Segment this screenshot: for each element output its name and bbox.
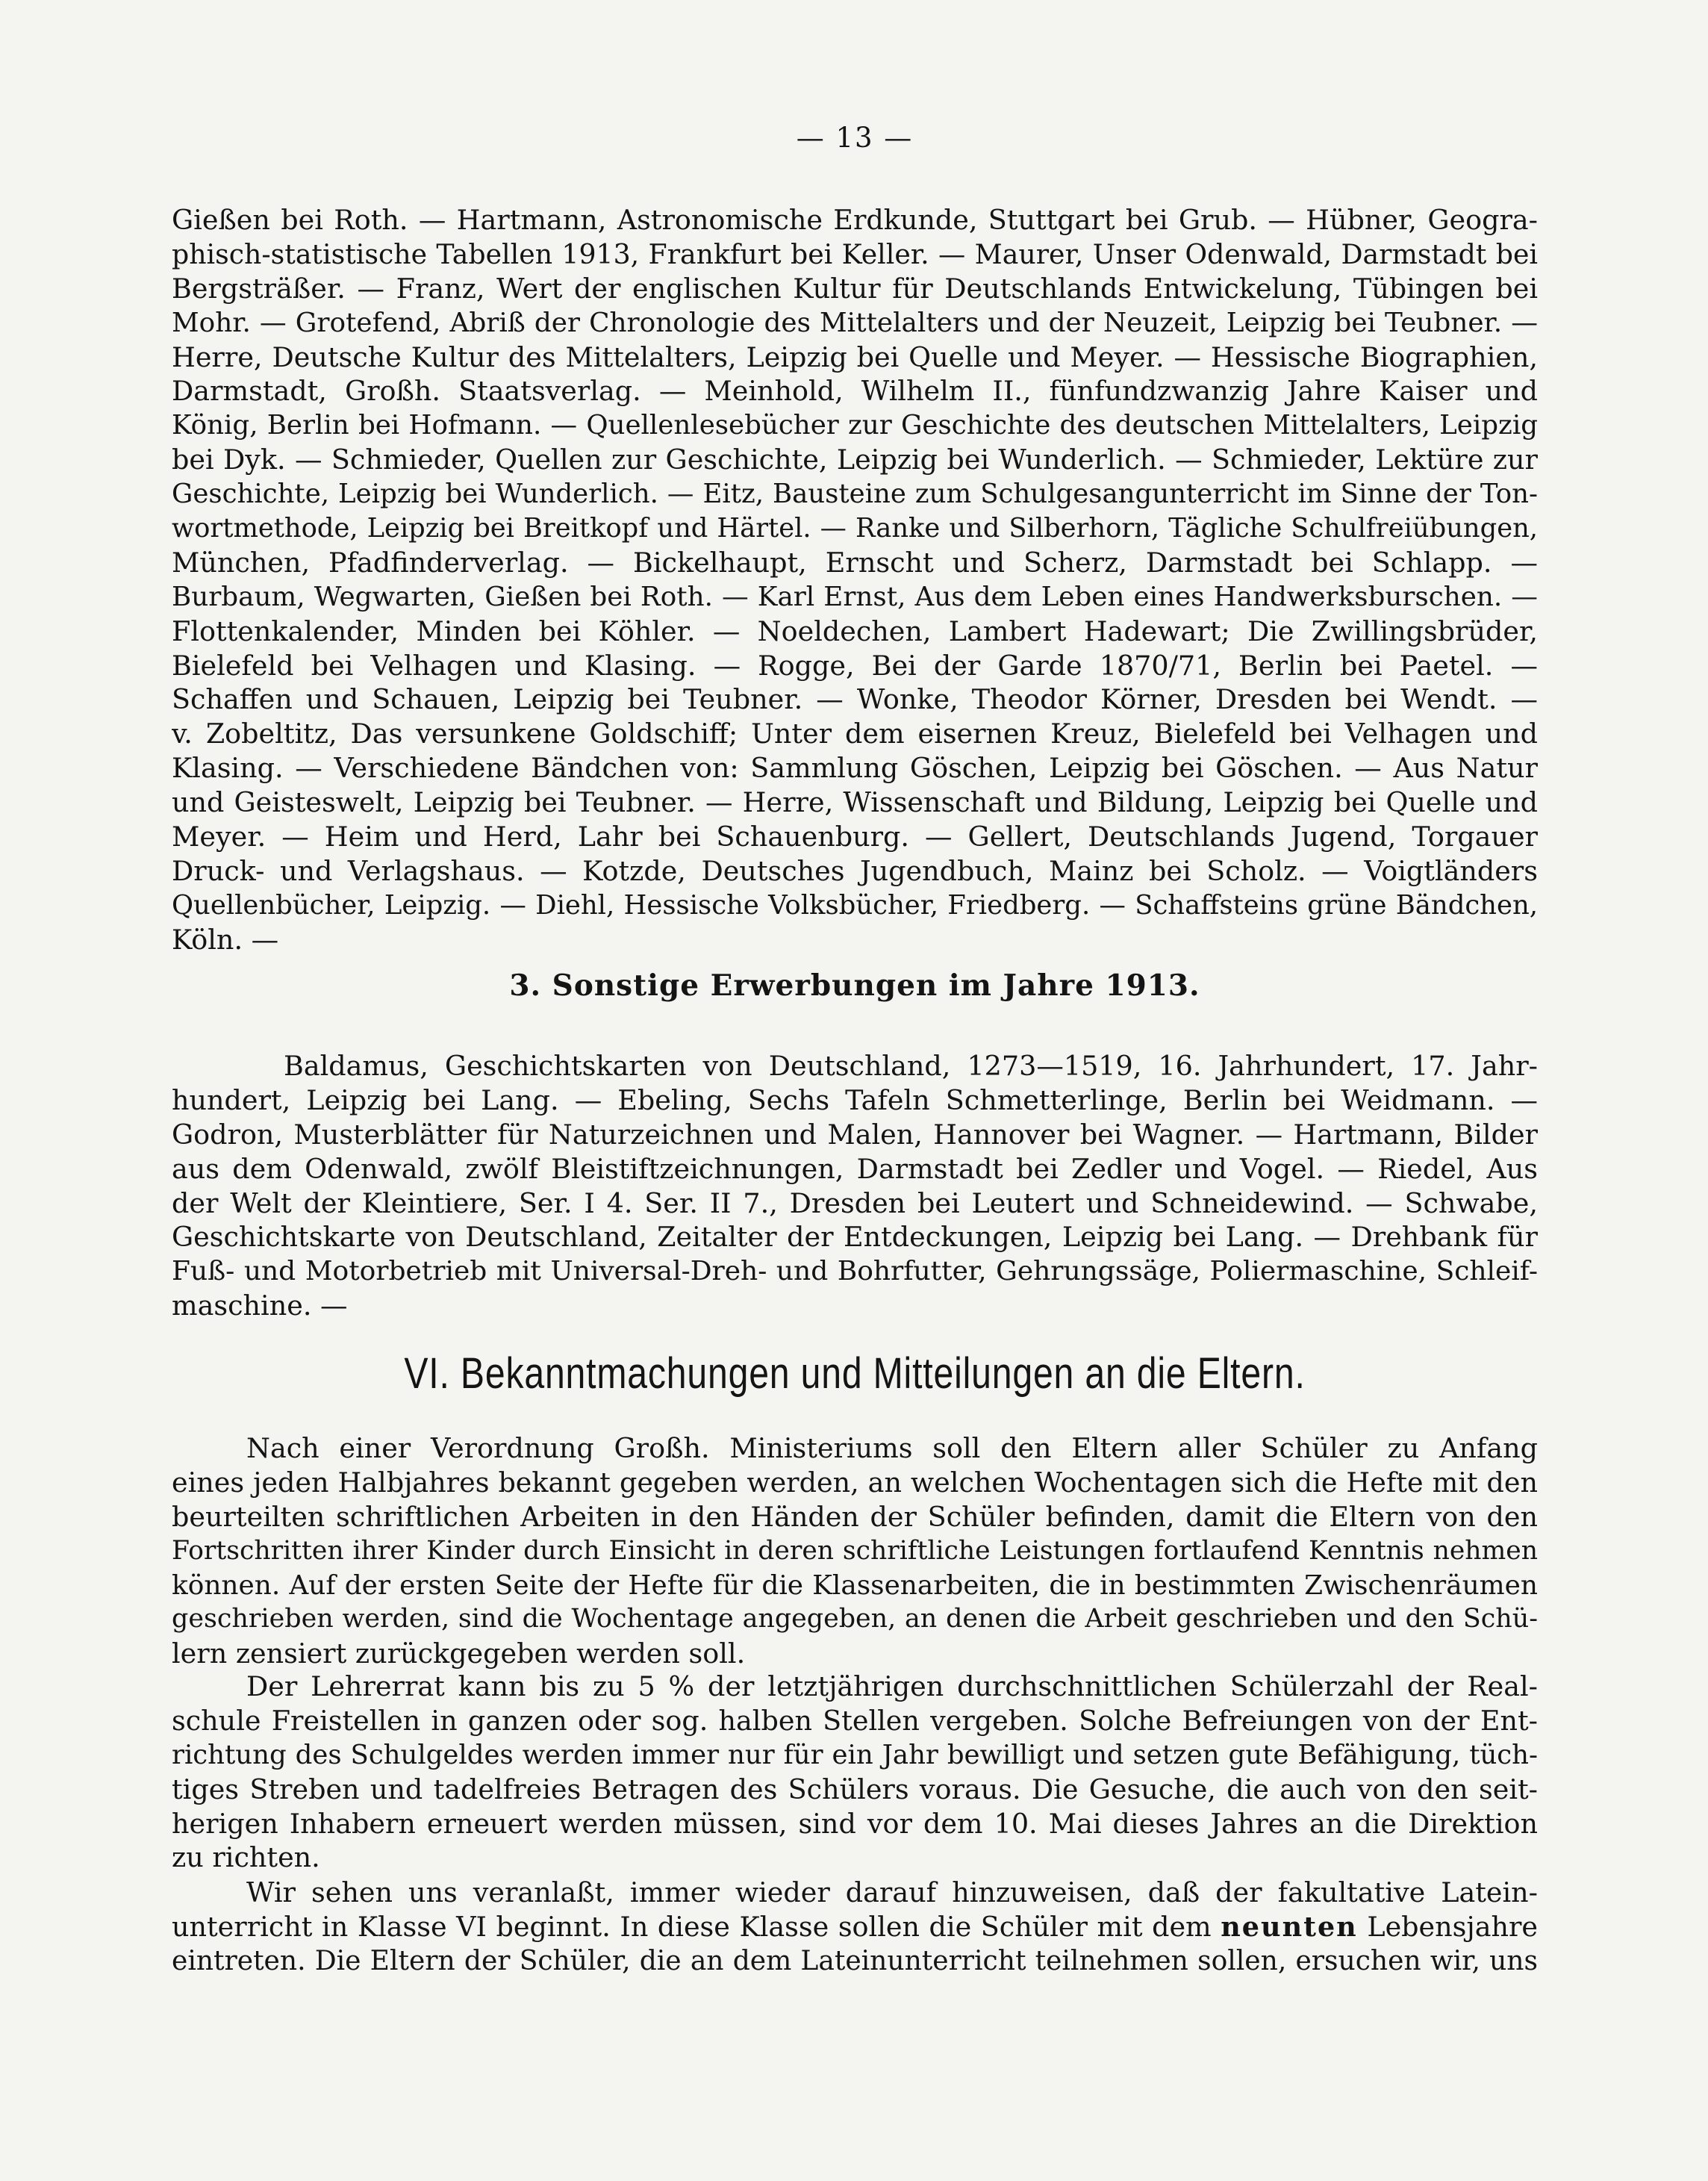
text-line: v. Zobeltitz, Das versunkene Goldschiff; Unter dem eisernen Kreuz, Bielefeld bei Velhagen und	[172, 718, 1538, 750]
text-line: München, Pfadfinderverlag. — Bickelhaupt, Ernscht und Scherz, Darmstadt bei Schlapp. —	[172, 546, 1538, 579]
text-line: Bergsträßer. — Franz, Wert der englischen Kultur für Deutschlands Entwickelung, Tübingen bei	[172, 272, 1538, 305]
text-line: aus dem Odenwald, zwölf Bleistiftzeichnungen, Darmstadt bei Zedler und Vogel. — Riedel, Aus	[172, 1152, 1538, 1185]
text-line: Fuß- und Motorbetrieb mit Universal-Dreh- und Bohrfutter, Gehrungssäge, Poliermaschine, Schleif-	[172, 1256, 1538, 1287]
text-line: Der Lehrerrat kann bis zu 5 % der letztjährigen durchschnittlichen Schülerzahl der Real-	[246, 1670, 1538, 1702]
text-line: Gießen bei Roth. — Hartmann, Astronomische Erdkunde, Stuttgart bei Grub. — Hübner, Geogra-	[172, 204, 1538, 236]
text-line: Geschichte, Leipzig bei Wunderlich. — Eitz, Bausteine zum Schulgesangunterricht im Sinne der Ton-	[172, 479, 1538, 510]
section-subheading: 3. Sonstige Erwerbungen im Jahre 1913.	[509, 968, 1200, 1003]
text-line: Meyer. — Heim und Herd, Lahr bei Schauenburg. — Gellert, Deutschlands Jugend, Torgauer	[172, 821, 1538, 853]
text-line: tiges Streben und tadelfreies Betragen des Schülers voraus. Die Gesuche, die auch von den seit-	[172, 1773, 1538, 1805]
emphasized-word: neunten	[1221, 1910, 1358, 1943]
text-line: können. Auf der ersten Seite der Hefte für die Klassenarbeiten, die in bestimmten Zwischenräumen	[172, 1569, 1538, 1601]
text-line: eintreten. Die Eltern der Schüler, die an dem Lateinunterricht teilnehmen sollen, ersuchen wir, uns	[172, 1945, 1538, 1976]
text-line: Burbaum, Wegwarten, Gießen bei Roth. — Karl Ernst, Aus dem Leben eines Handwerksburschen. —	[172, 581, 1538, 612]
section-heading: VI. Bekanntmachungen und Mitteilungen an die Eltern.	[404, 1349, 1306, 1398]
text-line: und Geisteswelt, Leipzig bei Teubner. — Herre, Wissenschaft und Bildung, Leipzig bei Quelle und	[172, 786, 1538, 819]
text-line: Darmstadt, Großh. Staatsverlag. — Meinhold, Wilhelm II., fünfundzwanzig Jahre Kaiser und	[172, 375, 1538, 408]
text-line: Nach einer Verordnung Großh. Ministeriums soll den Eltern aller Schüler zu Anfang	[246, 1432, 1538, 1464]
text-line: Herre, Deutsche Kultur des Mittelalters, Leipzig bei Quelle und Meyer. — Hessische Biographien,	[172, 340, 1538, 373]
text-line: zu richten.	[172, 1841, 320, 1874]
text-line: schule Freistellen in ganzen oder sog. halben Stellen vergeben. Solche Befreiungen von der Ent-	[172, 1704, 1538, 1737]
text-line: Mohr. — Grotefend, Abriß der Chronologie des Mittelalters und der Neuzeit, Leipzig bei Teubner. —	[172, 307, 1538, 338]
text-line: geschrieben werden, sind die Wochentage angegeben, an denen die Arbeit geschrieben und den Schü-	[172, 1604, 1538, 1634]
text-line: Klasing. — Verschiedene Bändchen von: Sammlung Göschen, Leipzig bei Göschen. — Aus Natur	[172, 752, 1538, 785]
text-line: Druck- und Verlagshaus. — Kotzde, Deutsches Jugendbuch, Mainz bei Scholz. — Voigtländers	[172, 854, 1538, 887]
text-line: wortmethode, Leipzig bei Breitkopf und Härtel. — Ranke und Silberhorn, Tägliche Schulfreiübungen,	[172, 513, 1538, 544]
notice-paragraph-scholarships	[172, 1670, 1538, 1875]
text-line: bei Dyk. — Schmieder, Quellen zur Geschichte, Leipzig bei Wunderlich. — Schmieder, Lektüre zur	[172, 444, 1538, 476]
text-line	[172, 1910, 1538, 1944]
notice-paragraph-homework	[172, 1431, 1538, 1671]
text-fragment: unterricht in Klasse VI beginnt. In diese Klasse sollen die Schüler mit dem	[172, 1910, 1212, 1943]
text-line: Quellenbücher, Leipzig. — Diehl, Hessische Volksbücher, Friedberg. — Schaffsteins grüne Bändchen,	[172, 889, 1538, 921]
text-line: lern zensiert zurückgegeben werden soll.	[172, 1637, 746, 1670]
text-line: Baldamus, Geschichtskarten von Deutschland, 1273—1519, 16. Jahrhundert, 17. Jahr-	[284, 1050, 1538, 1082]
text-line: Godron, Musterblätter für Naturzeichnen und Malen, Hannover bei Wagner. — Hartmann, Bilder	[172, 1118, 1538, 1151]
text-line: Fortschritten ihrer Kinder durch Einsicht in deren schriftliche Leistungen fortlaufend Kenntnis nehmen	[172, 1535, 1538, 1566]
text-line: maschine. —	[172, 1289, 348, 1322]
text-line: Geschichtskarte von Deutschland, Zeitalter der Entdeckungen, Leipzig bei Lang. — Drehbank für	[172, 1221, 1538, 1254]
text-line: Bielefeld bei Velhagen und Klasing. — Rogge, Bei der Garde 1870/71, Berlin bei Paetel. —	[172, 649, 1538, 682]
text-line: herigen Inhabern erneuert werden müssen, sind vor dem 10. Mai dieses Jahres an die Direktion	[172, 1807, 1538, 1840]
text-fragment: Lebensjahre	[1367, 1910, 1538, 1943]
text-line: eines jeden Halbjahres bekannt gegeben werden, an welchen Wochentagen sich die Hefte mit den	[172, 1466, 1538, 1499]
text-line: Wir sehen uns veranlaßt, immer wieder darauf hinzuweisen, daß der fakultative Latein-	[246, 1876, 1538, 1908]
acquisitions-list-paragraph	[172, 203, 1538, 957]
text-line: Flottenkalender, Minden bei Köhler. — Noeldechen, Lambert Hadewart; Die Zwillingsbrüder,	[172, 615, 1538, 647]
text-line: König, Berlin bei Hofmann. — Quellenlesebücher zur Geschichte des deutschen Mittelalters, Leipzig	[172, 410, 1538, 441]
notice-paragraph-latin	[172, 1876, 1538, 1979]
text-line: beurteilten schriftlichen Arbeiten in den Händen der Schüler befinden, damit die Eltern von den	[172, 1500, 1538, 1533]
page-number: — 13 —	[796, 122, 914, 154]
text-line: richtung des Schulgeldes werden immer nur für ein Jahr bewilligt und setzen gute Befähigung, tüch-	[172, 1739, 1538, 1770]
other-acquisitions-paragraph	[172, 1049, 1538, 1323]
text-line: hundert, Leipzig bei Lang. — Ebeling, Sechs Tafeln Schmetterlinge, Berlin bei Weidmann. —	[172, 1083, 1538, 1116]
text-line: Köln. —	[172, 923, 279, 956]
text-line: der Welt der Kleintiere, Ser. I 4. Ser. II 7., Dresden bei Leutert und Schneidewind. — Schwabe,	[172, 1186, 1538, 1219]
text-line: phisch-statistische Tabellen 1913, Frankfurt bei Keller. — Maurer, Unser Odenwald, Darmstadt bei	[172, 237, 1538, 270]
text-line: Schaffen und Schauen, Leipzig bei Teubner. — Wonke, Theodor Körner, Dresden bei Wendt. —	[172, 683, 1538, 716]
